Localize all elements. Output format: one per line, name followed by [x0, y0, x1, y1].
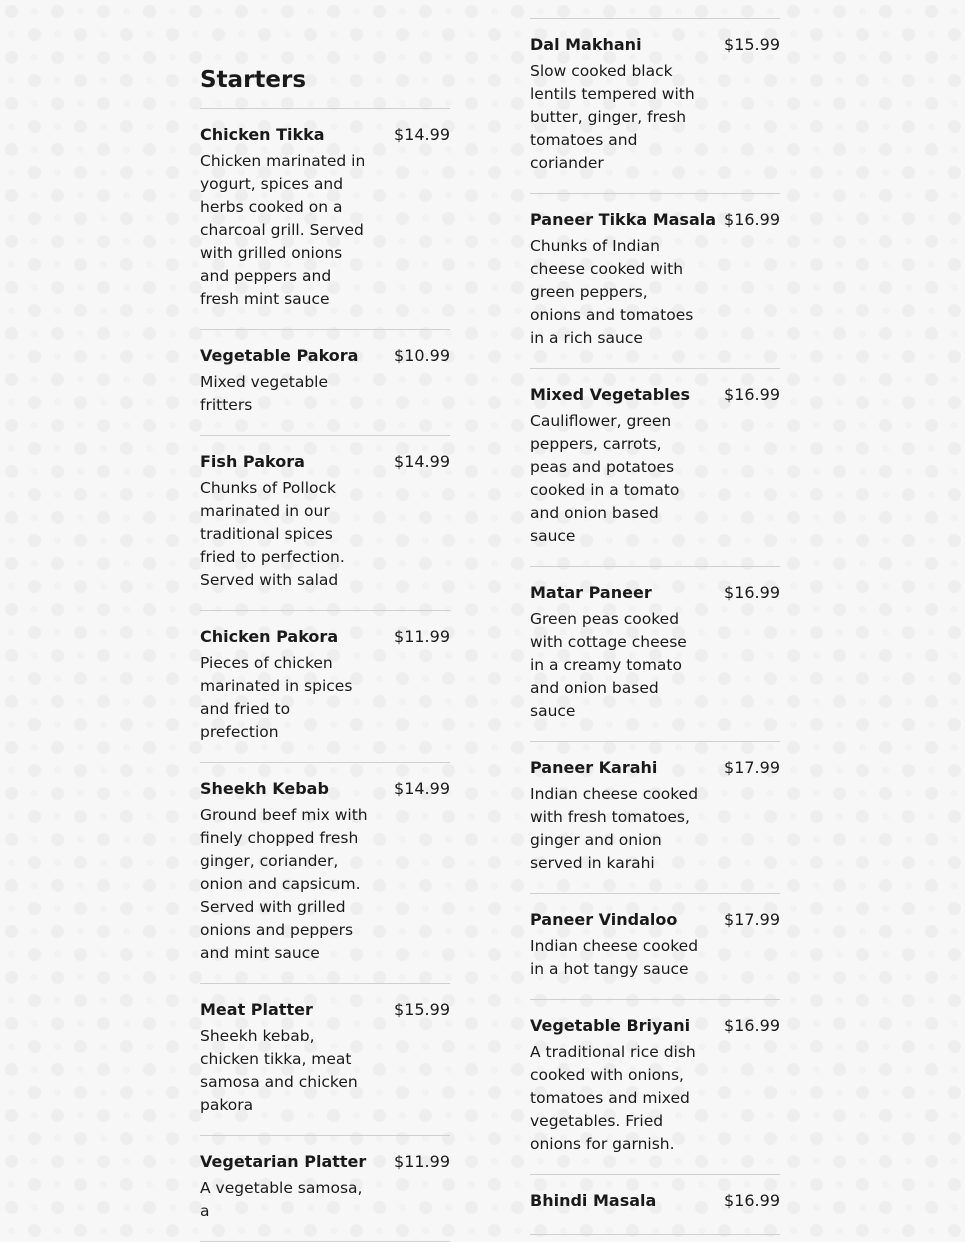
item-name: Vegetable Briyani: [530, 1016, 691, 1035]
item-description: Pieces of chicken marinated in spices and fried to prefection: [200, 654, 353, 741]
item-price: $14.99: [394, 452, 450, 471]
item-name: Dal Makhani: [530, 35, 642, 54]
mains-column: [530, 18, 780, 1235]
item-description: Mixed vegetable fritters: [200, 373, 329, 414]
menu-item: [530, 567, 780, 742]
item-description: Chicken marinated in yogurt, spices and herbs cooked on a charcoal grill. Served with grilled onions and peppers and fresh mint sauce: [200, 152, 366, 308]
item-name: Chicken Pakora: [200, 627, 339, 646]
item-description: Green peas cooked with cottage cheese in a creamy tomato and onion based sauce: [530, 610, 687, 720]
item-name: Matar Paneer: [530, 583, 652, 602]
menu-item: [530, 1000, 780, 1175]
menu-item: [530, 369, 780, 567]
menu-item: [200, 611, 450, 763]
item-price: $17.99: [724, 910, 780, 929]
menu-item: [530, 19, 780, 194]
item-name: Bhindi Masala: [530, 1191, 657, 1210]
menu-item: [530, 1175, 780, 1235]
item-name: Paneer Vindaloo: [530, 910, 678, 929]
item-description: Ground beef mix with finely chopped fresh ginger, coriander, onion and capsicum. Served with grilled onions and peppers and mint sauce: [200, 806, 368, 962]
menu-item: [200, 109, 450, 330]
item-description: A traditional rice dish cooked with onions, tomatoes and mixed vegetables. Fried onions for garnish.: [530, 1043, 696, 1153]
item-price: $16.99: [724, 1191, 780, 1210]
item-description: Chunks of Pollock marinated in our traditional spices fried to perfection. Served with salad: [200, 479, 345, 589]
item-name: Sheekh Kebab: [200, 779, 329, 798]
section-title-starters: Starters: [200, 60, 450, 109]
menu-item: [200, 1136, 450, 1242]
item-name: Mixed Vegetables: [530, 385, 691, 404]
item-price: $11.99: [394, 627, 450, 646]
item-name: Fish Pakora: [200, 452, 305, 471]
item-description: Indian cheese cooked in a hot tangy sauce: [530, 937, 699, 978]
menu-item: [200, 436, 450, 611]
item-price: $14.99: [394, 125, 450, 144]
item-price: $11.99: [394, 1152, 450, 1171]
menu-item: [530, 742, 780, 894]
item-price: $14.99: [394, 779, 450, 798]
item-name: Vegetable Pakora: [200, 346, 359, 365]
item-description: Indian cheese cooked with fresh tomatoes, ginger and onion served in karahi: [530, 785, 699, 872]
item-price: $16.99: [724, 1016, 780, 1035]
item-name: Paneer Karahi: [530, 758, 658, 777]
item-name: Chicken Tikka: [200, 125, 325, 144]
item-price: $16.99: [724, 583, 780, 602]
item-name: Vegetarian Platter: [200, 1152, 367, 1171]
item-price: $15.99: [394, 1000, 450, 1019]
item-price: $16.99: [724, 385, 780, 404]
item-description: Cauliflower, green peppers, carrots, peas and potatoes cooked in a tomato and onion based sauce: [530, 412, 680, 545]
item-description: Slow cooked black lentils tempered with butter, ginger, fresh tomatoes and coriander: [530, 62, 695, 172]
menu-item: [530, 194, 780, 369]
item-price: $16.99: [724, 210, 780, 229]
item-description: A vegetable samosa, a: [200, 1179, 363, 1220]
item-name: Paneer Tikka Masala: [530, 210, 717, 229]
menu-item: [200, 984, 450, 1136]
item-description: Chunks of Indian cheese cooked with green peppers, onions and tomatoes in a rich sauce: [530, 237, 694, 347]
item-price: $10.99: [394, 346, 450, 365]
item-price: $15.99: [724, 35, 780, 54]
item-name: Meat Platter: [200, 1000, 313, 1019]
item-description: Sheekh kebab, chicken tikka, meat samosa and chicken pakora: [200, 1027, 358, 1114]
item-price: $17.99: [724, 758, 780, 777]
menu-item: [200, 330, 450, 436]
starters-column: [200, 60, 450, 1242]
menu-item: [530, 894, 780, 1000]
menu-item: [200, 763, 450, 984]
